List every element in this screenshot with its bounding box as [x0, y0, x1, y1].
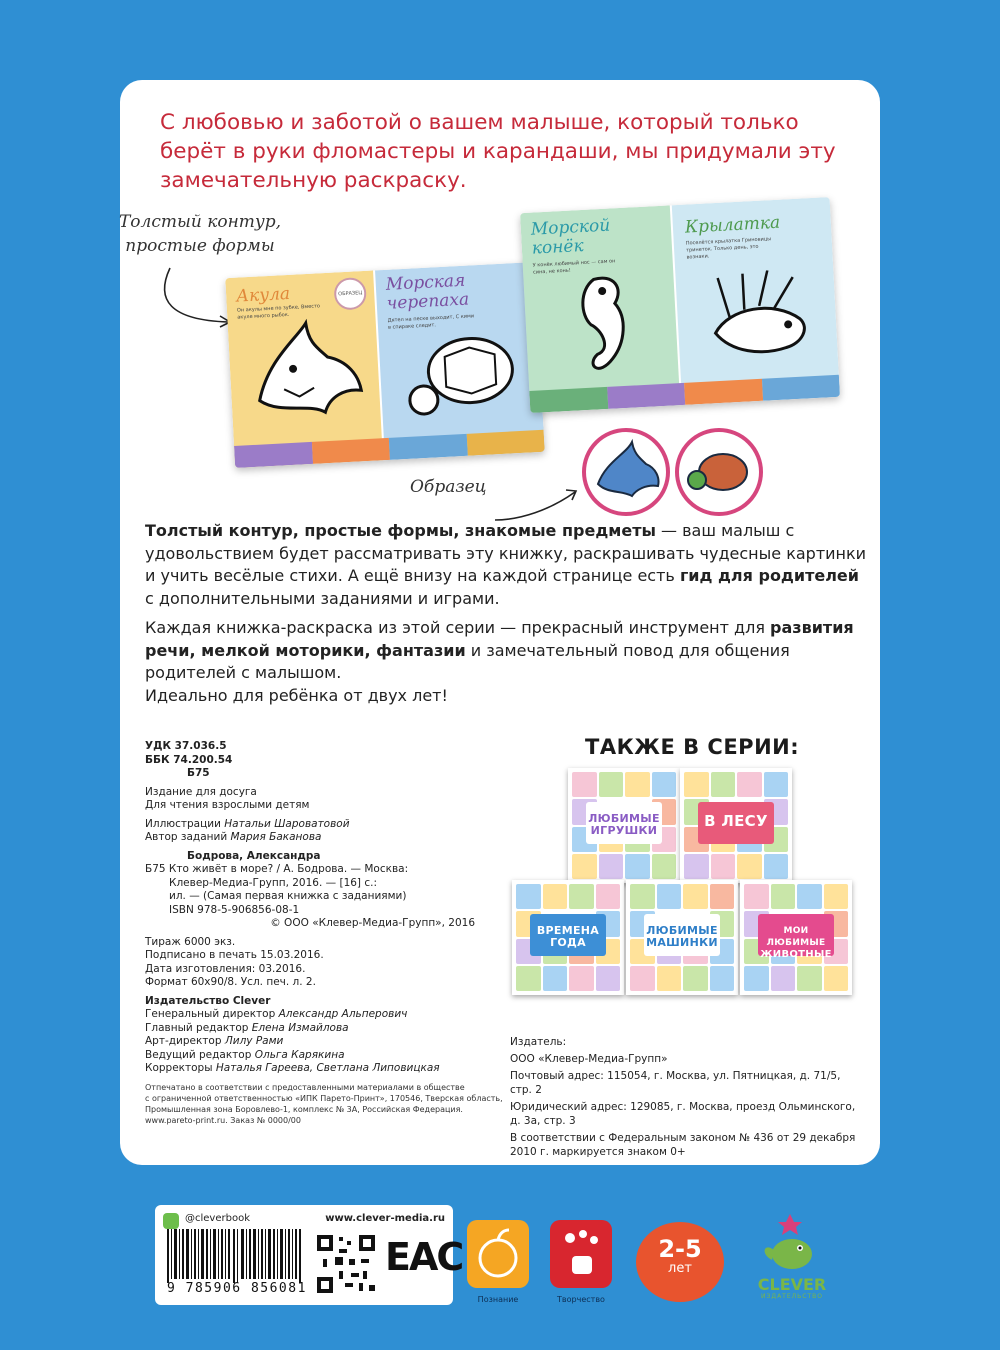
- book-title-line: ИГРУШКИ: [590, 824, 658, 837]
- print-line: Подписано в печать 15.03.2016.: [145, 949, 324, 961]
- creativity-icon: [550, 1220, 612, 1288]
- lionfish-page-title: Крылатка: [684, 212, 781, 238]
- isbn: ISBN 978-5-906856-08-1: [169, 903, 300, 916]
- age-range: 2-5: [658, 1235, 702, 1263]
- age-law-note: 2010 г. маркируется знаком 0+: [510, 1146, 686, 1158]
- publisher-name: ООО «Клевер-Медиа-Групп»: [510, 1053, 668, 1065]
- series-book-animals: [740, 880, 852, 995]
- label: Корректоры: [145, 1062, 216, 1074]
- barcode-number: 9 785906 856081: [167, 1281, 307, 1296]
- age-word: лет: [668, 1261, 692, 1276]
- edition-line: Издание для досуга: [145, 785, 257, 798]
- label: Главный редактор: [145, 1021, 252, 1034]
- thick-outline-annotation: [110, 210, 290, 258]
- staff-line: [145, 1008, 525, 1022]
- turtle-page-text: Дятел на песке выходит, С кими в спираке следит.: [387, 313, 475, 331]
- book-title: [698, 802, 774, 844]
- shark-page: [225, 270, 383, 467]
- small-line: Отпечатано в соответствии с предоставленными материалами в обществе: [145, 1082, 465, 1092]
- shark-page-text: Он акулы мне по зубке, Вместо акуле много рыбок.: [236, 303, 321, 321]
- legal-address: Юридический адрес: 129085, г. Москва, проезд Ольминского,: [510, 1101, 856, 1113]
- apple-icon: [467, 1220, 529, 1288]
- turtle-outline-icon: [398, 323, 523, 429]
- book-title-line: МОИ ЛЮБИМЫЕ: [766, 926, 826, 948]
- bib-line: ил. — (Самая первая книжка с заданиями): [169, 890, 407, 902]
- lionfish-page: [672, 197, 840, 405]
- imprint-block: [145, 740, 525, 1126]
- staff-line: [145, 1062, 525, 1076]
- sample-spread-right: [520, 197, 840, 413]
- staff-info: [145, 995, 525, 1076]
- illustrator-line: [145, 818, 525, 832]
- small-line: Промышленная зона Боровлево-1, комплекс № 3А, Российская Федерация.: [145, 1104, 463, 1114]
- shark-sample-circle: [582, 428, 670, 516]
- name: Елена Измайлова: [251, 1021, 349, 1034]
- sample-spread-left: [225, 262, 545, 468]
- contributors: [145, 818, 525, 845]
- book-title-line: ЛЮБИМЫЕ: [588, 812, 660, 825]
- author-code: Б75: [187, 767, 210, 779]
- series-title: ТАКЖЕ В СЕРИИ:: [585, 735, 800, 759]
- bold-phrase: Толстый контур, простые формы, знакомые предметы: [145, 521, 656, 540]
- book-title: [586, 802, 662, 844]
- brand-name: CLEVER: [757, 1275, 827, 1294]
- print-line: Дата изготовления: 03.2016.: [145, 962, 306, 975]
- description-paragraph-3: Идеально для ребёнка от двух лет!: [145, 686, 448, 705]
- small-line: www.pareto-print.ru. Заказ № 0000/00: [145, 1115, 301, 1125]
- name: Александр Альперович: [278, 1008, 408, 1020]
- series-book-seasons: [512, 880, 624, 995]
- tasks-author-line: [145, 831, 525, 845]
- book-title-line: ВРЕМЕНА: [536, 924, 600, 937]
- sample-badge: ОБРАЗЕЦ: [333, 277, 367, 311]
- label: Иллюстрации: [145, 817, 225, 830]
- name: Ольга Карякина: [254, 1048, 345, 1061]
- publisher-label: Издатель:: [510, 1036, 567, 1048]
- name: Лилу Рами: [224, 1035, 284, 1047]
- text-run: Каждая книжка-раскраска из этой серии — прекрасный инструмент для: [145, 618, 771, 637]
- book-title: [758, 914, 834, 960]
- age-law-note: В соответствии с Федеральным законом № 436 от 29 декабря: [510, 1132, 856, 1144]
- social-handle: @cleverbook: [185, 1213, 250, 1224]
- colored-turtle-icon: [679, 432, 759, 512]
- seahorse-outline-icon: [563, 267, 649, 386]
- qr-code-icon: [315, 1233, 377, 1295]
- bbk-code: ББК 74.200.54: [145, 753, 233, 766]
- bib-line: Б75 Кто живёт в море? / А. Бодрова. — Москва:: [145, 863, 409, 875]
- label: Автор заданий: [145, 831, 231, 843]
- name: Мария Баканова: [230, 831, 322, 843]
- clever-logo: [752, 1210, 832, 1305]
- edition-info: [145, 786, 525, 813]
- lionfish-outline-icon: [697, 268, 822, 369]
- palette-icon: [550, 1220, 612, 1288]
- back-cover-panel: [120, 80, 880, 1165]
- turtle-page-title: [385, 272, 469, 314]
- bold-phrase: гид для родителей: [679, 566, 859, 585]
- colored-shark-icon: [586, 432, 666, 512]
- turtle-title-line: черепаха: [386, 289, 470, 314]
- curved-arrow-icon: [490, 480, 585, 525]
- seahorse-title-line: конёк: [531, 235, 585, 259]
- clever-bird-icon: [752, 1210, 832, 1272]
- print-line: Формат 60х90/8. Усл. печ. л. 2.: [145, 976, 316, 988]
- book-title-line: МАШИНКИ: [646, 936, 718, 949]
- label: Генеральный директор: [145, 1008, 279, 1020]
- staff-line: [145, 1022, 525, 1036]
- barcode-area: [155, 1205, 463, 1305]
- staff-line: [145, 1035, 525, 1049]
- book-title-line: ЛЮБИМЫЕ: [646, 924, 718, 937]
- website: www.clever-media.ru: [325, 1213, 445, 1224]
- seahorse-page-title: [530, 217, 611, 259]
- publishing-house: Издательство Clever: [145, 994, 271, 1007]
- cognition-icon: [467, 1220, 529, 1288]
- seahorse-page: [520, 205, 680, 413]
- staff-line: [145, 1049, 525, 1063]
- publisher-block: [510, 1035, 860, 1162]
- turtle-title-line: Морская: [385, 270, 466, 295]
- seahorse-title-line: Морской: [530, 215, 611, 240]
- book-title: [644, 914, 720, 956]
- brand-subtitle: ИЗДАТЕЛЬСТВО: [761, 1293, 823, 1300]
- legal-address: д. 3а, стр. 3: [510, 1115, 576, 1127]
- social-icon: [163, 1213, 179, 1229]
- shark-outline-icon: [246, 315, 372, 431]
- text-run: — ваш малыш с удовольствием будет рассматривать эту книжку, раскрашивать чудесные картинки и учить весёлые стихи. А ещё внизу на каждой странице есть: [145, 521, 867, 585]
- eac-mark: EAC: [385, 1235, 463, 1279]
- description-paragraph-2: [145, 617, 870, 685]
- udk-code: УДК 37.036.5: [145, 740, 227, 752]
- copyright: © ООО «Клевер-Медиа-Групп», 2016: [270, 917, 475, 929]
- print-info: [145, 936, 525, 990]
- print-line: Тираж 6000 экз.: [145, 935, 236, 948]
- book-title-line: В ЛЕСУ: [704, 812, 768, 830]
- book-title-line: ЖИВОТНЫЕ: [760, 949, 832, 960]
- text-run: с дополнительными заданиями и играми.: [145, 588, 500, 608]
- cognition-label: Познание: [477, 1295, 519, 1304]
- barcode-icon: [167, 1229, 307, 1283]
- label: Арт-директор: [145, 1035, 225, 1047]
- classification-codes: [145, 740, 525, 781]
- seahorse-page-text: У конёк любимый нос — сам он сина, не конь!: [532, 258, 616, 276]
- series-book-forest: [680, 768, 792, 883]
- name: Натальи Шароватовой: [224, 817, 350, 830]
- book-title-line: ГОДА: [550, 936, 586, 949]
- printing-house-note: [145, 1082, 525, 1126]
- shark-page-title: Акула: [235, 283, 291, 307]
- label: Ведущий редактор: [145, 1048, 255, 1061]
- bibliographic-record: [145, 850, 525, 931]
- intro-text: С любовью и заботой о вашем малыше, который только берёт в руки фломастеры и карандаши, мы придумали эту замечательную раскраску.: [160, 110, 836, 193]
- author-name: Бодрова, Александра: [187, 849, 321, 862]
- text-run: и замечательный повод для общения родителей с малышом.: [145, 640, 790, 682]
- bold-phrase: развития речи, мелкой моторики, фантазии: [145, 618, 854, 660]
- bib-line: Клевер-Медиа-Групп, 2016. — [16] с.:: [169, 876, 378, 889]
- series-book-cars: [626, 880, 738, 995]
- sample-annotation: Образец: [410, 477, 487, 497]
- postal-address: Почтовый адрес: 115054, г. Москва, ул. Пятницкая, д. 71/5, стр. 2: [510, 1070, 841, 1096]
- series-book-toys: [568, 768, 680, 883]
- lionfish-page-text: Поселётся крылатка Гриновицы тринеток. Только день, это вознаки.: [685, 236, 772, 261]
- annotation-line: простые формы: [125, 236, 275, 256]
- edition-line: Для чтения взрослыми детям: [145, 799, 310, 811]
- creativity-label: Творчество: [557, 1295, 605, 1304]
- annotation-line: Толстый контур,: [118, 212, 282, 232]
- book-title: [530, 914, 606, 956]
- description-paragraph-1: [145, 520, 870, 610]
- turtle-sample-circle: [675, 428, 763, 516]
- age-badge: [636, 1222, 724, 1302]
- name: Наталья Гареева, Светлана Липовицкая: [215, 1062, 440, 1074]
- small-line: с ограниченной ответственностью «ИПК Парето-Принт», 170546, Тверская область,: [145, 1093, 503, 1103]
